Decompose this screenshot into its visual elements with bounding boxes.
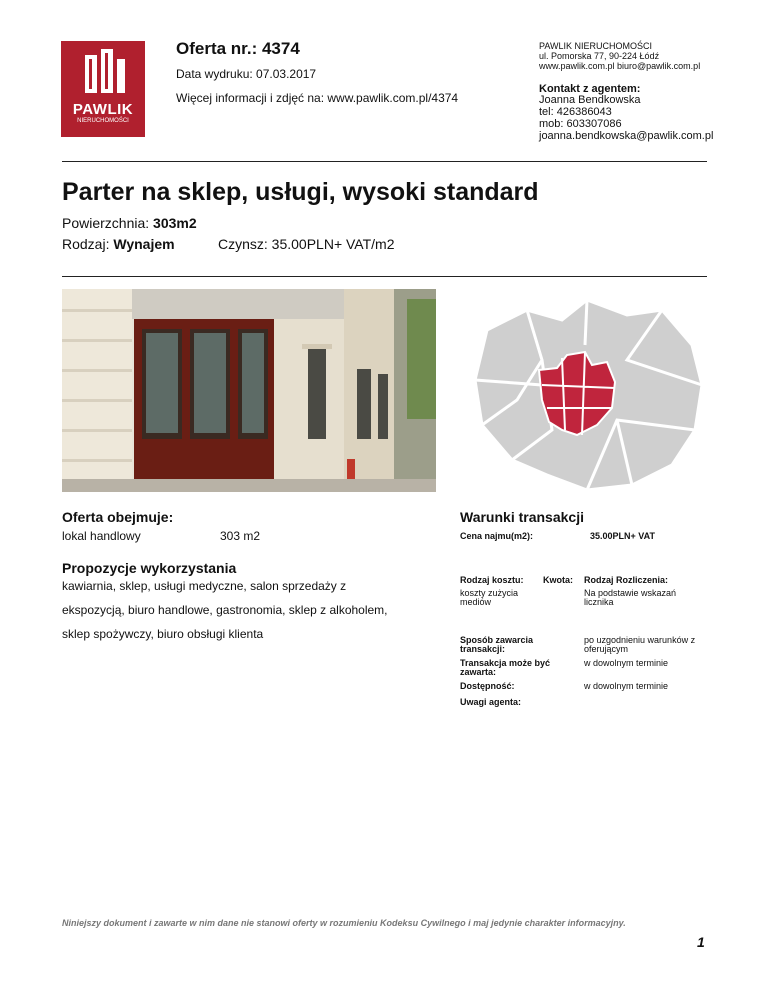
agent-tel[interactable]: tel: 426386043 (539, 106, 612, 118)
cost-type-label: Rodzaj kosztu: (460, 575, 524, 585)
company-logo (61, 41, 145, 137)
agency-address: ul. Pomorska 77, 90-224 Łódź (539, 51, 660, 61)
offer-includes-heading: Oferta obejmuje: (62, 509, 174, 525)
more-info-link[interactable]: Więcej informacji i zdjęć na: www.pawlik.com.pl/4374 (176, 91, 459, 105)
availability-value: w dowolnym terminie (584, 681, 669, 691)
availability-label: Dostępność: (460, 681, 515, 691)
disclaimer: Niniejszy dokument i zawarte w nim dane nie stanowi oferty w rozumieniu Kodeksu Cywilnego i maj jedynie charakter informacyjny. (62, 918, 626, 928)
offer-number: Oferta nr.: 4374 (176, 39, 300, 58)
cost-type-value-1: koszty zużycia (460, 588, 519, 598)
property-photo (62, 289, 436, 492)
method-label-2: transakcji: (460, 644, 506, 654)
agent-name: Joanna Bendkowska (539, 94, 641, 106)
usage-line-2: ekspozycją, biuro handlowe, gastronomia, sklep z alkoholem, (62, 603, 388, 617)
rent-price-value: 35.00PLN+ VAT (590, 531, 655, 541)
terms-heading: Warunki transakcji (460, 509, 584, 525)
page-title: Parter na sklep, usługi, wysoki standard (62, 178, 539, 206)
buildings-icon (61, 41, 145, 101)
logo-brand: PAWLIK (72, 101, 134, 118)
print-date: Data wydruku: 07.03.2017 (176, 67, 317, 81)
offer-item-value: 303 m2 (220, 529, 261, 543)
settlement-value-2: licznika (584, 597, 614, 607)
cost-type-value-2: mediów (460, 597, 492, 607)
logo-subtitle: NIERUCHOMOŚCI (77, 118, 129, 124)
method-label-1: Sposób zawarcia (460, 635, 534, 645)
when-label-1: Transakcja może być (460, 658, 551, 668)
agency-web-mail[interactable]: www.pawlik.com.pl biuro@pawlik.com.pl (539, 61, 701, 71)
contact-label: Kontakt z agentem: (539, 83, 641, 95)
amount-label: Kwota: (543, 575, 573, 585)
type-value: Wynajem (113, 236, 175, 252)
when-value: w dowolnym terminie (584, 658, 669, 668)
usage-heading: Propozycje wykorzystania (62, 560, 237, 576)
when-label-2: zawarta: (460, 667, 497, 677)
area-value: 303m2 (153, 215, 197, 231)
method-value-1: po uzgodnieniu warunków z (584, 635, 696, 645)
usage-line-3: sklep spożywczy, biuro obsługi klienta (62, 627, 264, 641)
agent-mob[interactable]: mob: 603307086 (539, 118, 622, 130)
usage-line-1: kawiarnia, sklep, usługi medyczne, salon sprzedaży z (62, 579, 347, 593)
settlement-label: Rodzaj Rozliczenia: (584, 575, 669, 585)
divider (62, 276, 707, 277)
type-label: Rodzaj: (62, 236, 114, 252)
settlement-value-1: Na podstawie wskazań (584, 588, 677, 598)
agency-name: PAWLIK NIERUCHOMOŚCI (539, 41, 653, 51)
rent-line: Czynsz: 35.00PLN+ VAT/m2 (218, 236, 395, 252)
page-number: 1 (697, 934, 705, 950)
agent-notes-label: Uwagi agenta: (460, 697, 522, 707)
rent-price-label: Cena najmu(m2): (460, 531, 534, 541)
location-map (467, 290, 707, 495)
method-value-2: oferującym (584, 644, 629, 654)
area-label: Powierzchnia: (62, 215, 154, 231)
divider (62, 161, 707, 162)
offer-item: lokal handlowy (62, 529, 141, 543)
agent-email[interactable]: joanna.bendkowska@pawlik.com.pl (539, 130, 714, 142)
area-line (62, 215, 197, 231)
type-line (62, 236, 175, 252)
